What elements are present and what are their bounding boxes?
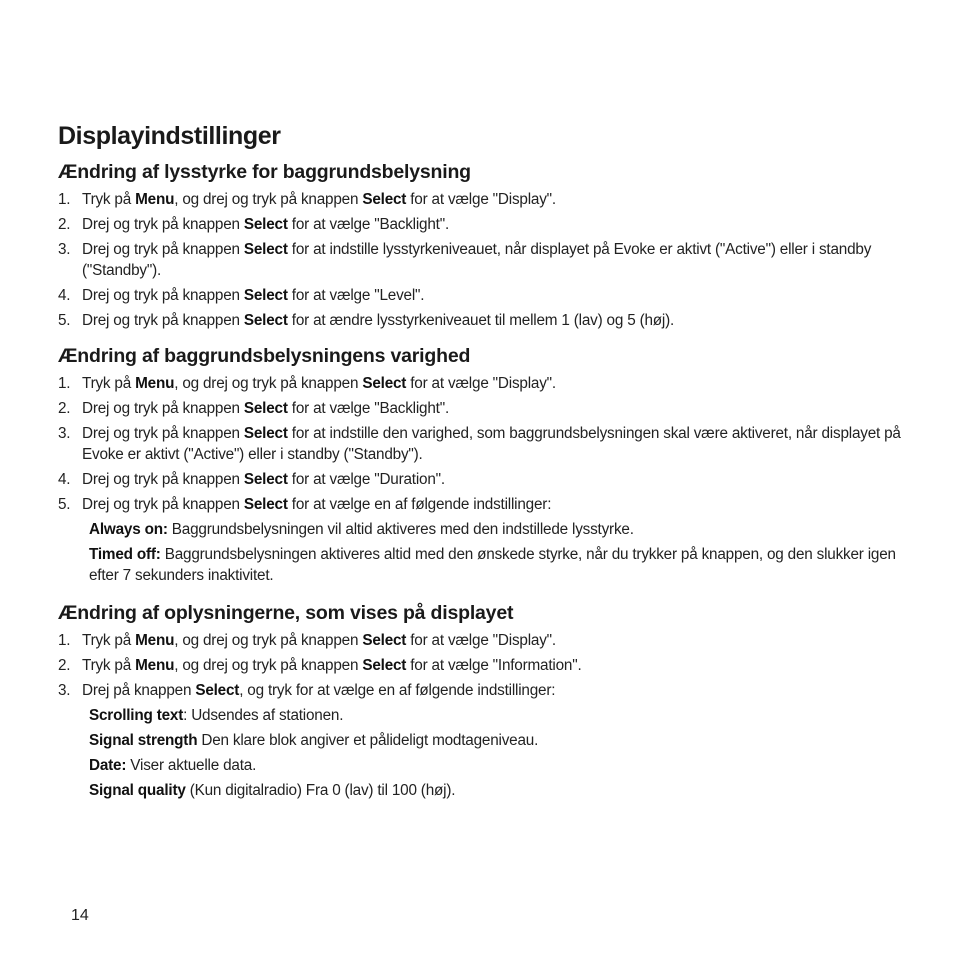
list-item: 4. Drej og tryk på knappen Select for at vælge "Duration". xyxy=(58,471,445,488)
section-brightness xyxy=(58,159,908,331)
option-description: Scrolling text: Udsendes af stationen. xyxy=(89,707,344,724)
list-item: 2. Drej og tryk på knappen Select for at vælge "Backlight". xyxy=(58,216,450,233)
page-number: 14 xyxy=(71,907,89,924)
list-item: 4. Drej og tryk på knappen Select for at vælge "Level". xyxy=(58,287,425,304)
steps-list xyxy=(58,630,908,701)
option-description: Signal strength Den klare blok angiver et pålideligt modtageniveau. xyxy=(89,732,539,749)
steps-list xyxy=(58,189,908,331)
option-description: Date: Viser aktuelle data. xyxy=(89,757,257,774)
page-title: Displayindstillinger xyxy=(58,122,281,150)
option-description: Timed off: Baggrundsbelysningen aktiveres altid med den ønskede styrke, når du trykker på knappen, og den slukker igen efter 7 sekunders inaktivitet. xyxy=(89,546,896,584)
list-item: 3. Drej på knappen Select, og tryk for at vælge en af følgende indstillinger: xyxy=(58,682,556,699)
section-heading: Ændring af oplysningerne, som vises på displayet xyxy=(58,602,514,624)
section-heading: Ændring af baggrundsbelysningens varighed xyxy=(58,345,471,367)
list-item: 3. Drej og tryk på knappen Select for at indstille lysstyrkeniveauet, når displayet på Evoke er aktivt ("Active") eller i standby ("Standby"). xyxy=(58,241,872,279)
list-item: 3. Drej og tryk på knappen Select for at indstille den varighed, som baggrundsbelysningen skal være aktiveret, når displayet på Evoke er aktivt ("Active") eller i standby ("Standby"). xyxy=(58,425,901,463)
list-item: 5. Drej og tryk på knappen Select for at ændre lysstyrkeniveauet til mellem 1 (lav) og 5 (høj). xyxy=(58,312,675,329)
list-item: 2. Tryk på Menu, og drej og tryk på knappen Select for at vælge "Information". xyxy=(58,657,582,674)
manual-page xyxy=(58,120,908,805)
list-item: 5. Drej og tryk på knappen Select for at vælge en af følgende indstillinger: xyxy=(58,496,552,513)
list-item: 1. Tryk på Menu, og drej og tryk på knappen Select for at vælge "Display". xyxy=(58,375,556,392)
section-heading: Ændring af lysstyrke for baggrundsbelysning xyxy=(58,161,471,183)
section-information xyxy=(58,600,908,801)
list-item: 2. Drej og tryk på knappen Select for at vælge "Backlight". xyxy=(58,400,450,417)
steps-list xyxy=(58,373,908,515)
list-item: 1. Tryk på Menu, og drej og tryk på knappen Select for at vælge "Display". xyxy=(58,191,556,208)
option-description: Always on: Baggrundsbelysningen vil altid aktiveres med den indstillede lysstyrke. xyxy=(89,521,634,538)
list-item: 1. Tryk på Menu, og drej og tryk på knappen Select for at vælge "Display". xyxy=(58,632,556,649)
option-description: Signal quality (Kun digitalradio) Fra 0 (lav) til 100 (høj). xyxy=(89,782,456,799)
section-duration xyxy=(58,343,908,586)
